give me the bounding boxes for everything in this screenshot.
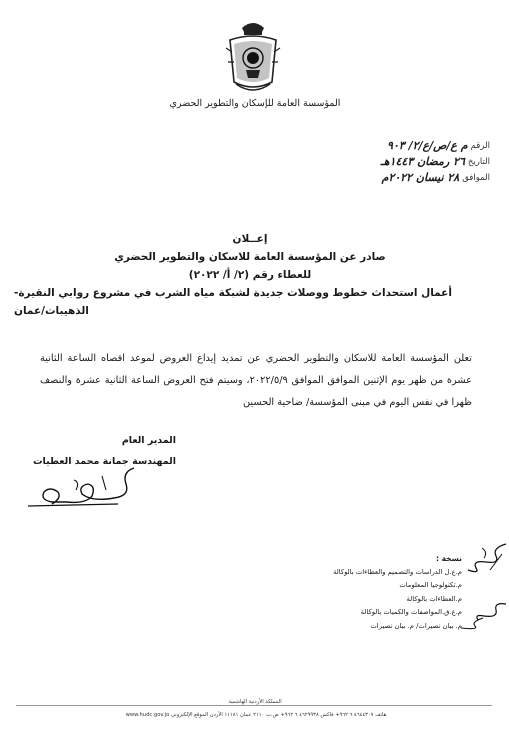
handwritten-signature [22, 462, 140, 508]
copy-item: م.تكنولوجيا المعلومات [399, 581, 462, 589]
reference-number-row [300, 138, 490, 154]
reference-number-label: الرقم [470, 141, 490, 151]
announcement-title [14, 230, 470, 320]
reference-number-value: م ع/ص/ع/٢/ ٩٠٣ [386, 139, 468, 152]
announcement-body: تعلن المؤسسة العامة للاسكان والتطوير الحضري عن تمديد إيداع العروض لموعد اقصاه الساعة الثانية عشرة من ظهر يوم الإثنين الموافق الموافق ٢٠٢٢/٥/٩، وسيتم فتح العروض الساعة الثانية عشرة والنصف ظهرا في نفس اليوم في مبنى المؤسسة/ ضاحية الحسين [40, 353, 473, 408]
footer-contact: هاتف ٤٦٤٤٣٠٧ ٦ ٩٦٢+ فاكس ٤٦٢٩٩٣٨ ٦ ٩٦٢+ ص.ب ٢١١٠ عمان ١١١٨١ الأردن الموقع الإلكتروني www.hudc.gov.jo [125, 712, 387, 718]
gregorian-date-row [300, 170, 490, 186]
signatory-name: المهندسة جمانة محمد العطيات [33, 456, 176, 467]
handwritten-initials-icon [455, 614, 485, 632]
copies-heading: نسخة : [435, 554, 462, 563]
copy-item: م. بيان نصيرات/ م. بيان نصيرات [370, 621, 462, 630]
gregorian-date-value: ٢٨ نيسان ٢٠٢٢م [381, 171, 460, 184]
reference-info [300, 138, 490, 186]
handwritten-initials-icon [462, 540, 509, 574]
signatory-title: المدير العام [121, 435, 176, 446]
copy-item: م.ع.ق.المواصفات والكميات بالوكالة [360, 608, 462, 616]
copy-item: م.ع.ل الدراسات والتصميم والعطاءات بالوكالة [333, 567, 462, 576]
footer-country: المملكة الأردنية الهاشمية [228, 699, 282, 705]
tender-subject: أعمال استحداث خطوط ووصلات جديدة لشبكة مياه الشرب في مشروع روابي النقيرة-الذهيبات/عمان [14, 287, 452, 317]
footer-divider [16, 705, 492, 706]
announcement-heading: إعــلان [232, 233, 268, 245]
copies-list [250, 552, 462, 633]
tender-number: للعطاء رقم (٢/ أ/ ٢٠٢٢) [188, 269, 312, 281]
copy-item: م.العطاءات بالوكالة [406, 594, 462, 603]
organization-name: المؤسسة العامة للإسكان والتطوير الحضري [169, 98, 341, 109]
hijri-date-row [300, 154, 490, 170]
hijri-date-label: التاريخ [467, 157, 490, 167]
announcement-issuer: صادر عن المؤسسة العامة للاسكان والتطوير الحضري [114, 251, 386, 263]
jordan-royal-crest-icon [222, 18, 284, 96]
gregorian-date-label: الموافق [462, 173, 490, 183]
hijri-date-value: ٢٦ رمضان ١٤٤٣هـ [380, 155, 465, 168]
